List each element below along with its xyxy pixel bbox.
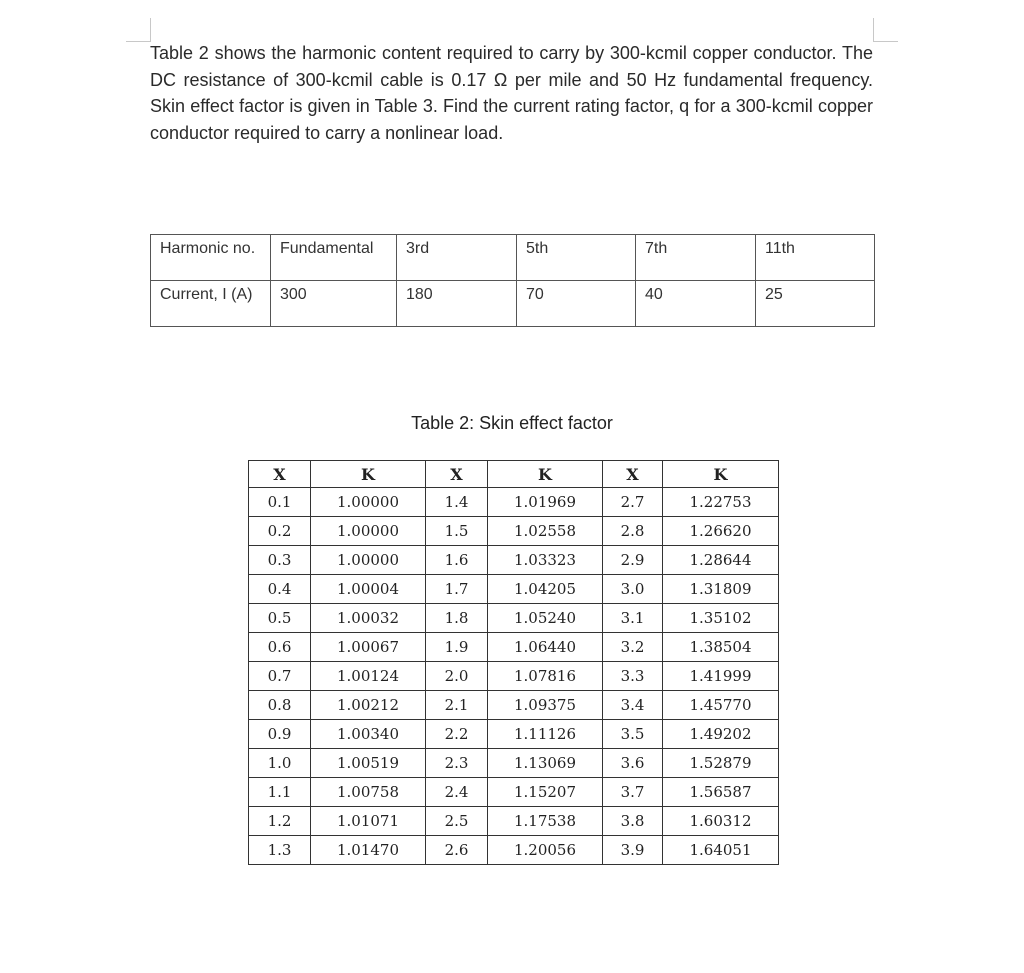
harmonic-cell: 70: [517, 281, 636, 327]
table-row: [249, 575, 779, 604]
k-value-cell: 1.26620: [663, 517, 779, 546]
k-value-cell: 1.00519: [311, 749, 426, 778]
x-value-cell: 0.9: [249, 720, 311, 749]
harmonic-cell: 11th: [756, 235, 875, 281]
x-value-cell: 3.5: [603, 720, 663, 749]
column-header: X: [603, 461, 663, 488]
x-value-cell: 2.0: [426, 662, 488, 691]
x-value-cell: 3.2: [603, 633, 663, 662]
k-value-cell: 1.00758: [311, 778, 426, 807]
table-row: [249, 720, 779, 749]
k-value-cell: 1.00004: [311, 575, 426, 604]
k-value-cell: 1.17538: [488, 807, 603, 836]
k-value-cell: 1.00340: [311, 720, 426, 749]
table-row: [249, 778, 779, 807]
x-value-cell: 3.9: [603, 836, 663, 865]
k-value-cell: 1.09375: [488, 691, 603, 720]
harmonic-number-row: [151, 235, 875, 281]
x-value-cell: 2.6: [426, 836, 488, 865]
crop-mark-top-left-horizontal: [126, 41, 151, 42]
harmonic-content-table: [150, 234, 875, 327]
x-value-cell: 2.7: [603, 488, 663, 517]
k-value-cell: 1.20056: [488, 836, 603, 865]
x-value-cell: 1.2: [249, 807, 311, 836]
skin-effect-caption: Table 2: Skin effect factor: [411, 413, 613, 433]
k-value-cell: 1.45770: [663, 691, 779, 720]
x-value-cell: 0.4: [249, 575, 311, 604]
k-value-cell: 1.15207: [488, 778, 603, 807]
k-value-cell: 1.00032: [311, 604, 426, 633]
harmonic-cell: 25: [756, 281, 875, 327]
k-value-cell: 1.00067: [311, 633, 426, 662]
harmonic-cell: 5th: [517, 235, 636, 281]
column-header: X: [249, 461, 311, 488]
x-value-cell: 1.3: [249, 836, 311, 865]
skin-header-row: [249, 461, 779, 488]
harmonic-cell: 7th: [636, 235, 756, 281]
k-value-cell: 1.31809: [663, 575, 779, 604]
problem-statement: Table 2 shows the harmonic content required to carry by 300-kcmil copper conductor. The DC resistance of 300-kcmil cable is 0.17 Ω per mile and 50 Hz fundamental frequency. Skin effect factor is given in Table 3. Find the current rating factor, q for a 300-kcmil copper conductor required to carry a nonlinear load.: [150, 43, 873, 143]
k-value-cell: 1.00212: [311, 691, 426, 720]
k-value-cell: 1.41999: [663, 662, 779, 691]
k-value-cell: 1.04205: [488, 575, 603, 604]
x-value-cell: 1.9: [426, 633, 488, 662]
k-value-cell: 1.52879: [663, 749, 779, 778]
x-value-cell: 1.0: [249, 749, 311, 778]
column-header: X: [426, 461, 488, 488]
column-header: K: [488, 461, 603, 488]
crop-mark-top-left-vertical: [150, 18, 151, 42]
x-value-cell: 2.1: [426, 691, 488, 720]
crop-mark-top-right-vertical: [873, 18, 874, 42]
x-value-cell: 3.4: [603, 691, 663, 720]
x-value-cell: 2.9: [603, 546, 663, 575]
k-value-cell: 1.01071: [311, 807, 426, 836]
k-value-cell: 1.01470: [311, 836, 426, 865]
table-row: [249, 836, 779, 865]
harmonic-cell: Harmonic no.: [151, 235, 271, 281]
x-value-cell: 1.8: [426, 604, 488, 633]
harmonic-cell: 300: [271, 281, 397, 327]
harmonic-current-row: [151, 281, 875, 327]
harmonic-cell: 180: [397, 281, 517, 327]
x-value-cell: 1.5: [426, 517, 488, 546]
k-value-cell: 1.60312: [663, 807, 779, 836]
x-value-cell: 0.5: [249, 604, 311, 633]
x-value-cell: 3.3: [603, 662, 663, 691]
x-value-cell: 2.3: [426, 749, 488, 778]
skin-table-body: [249, 488, 779, 865]
k-value-cell: 1.03323: [488, 546, 603, 575]
x-value-cell: 0.2: [249, 517, 311, 546]
k-value-cell: 1.22753: [663, 488, 779, 517]
harmonic-cell: 40: [636, 281, 756, 327]
k-value-cell: 1.06440: [488, 633, 603, 662]
x-value-cell: 2.2: [426, 720, 488, 749]
x-value-cell: 3.1: [603, 604, 663, 633]
x-value-cell: 0.8: [249, 691, 311, 720]
k-value-cell: 1.38504: [663, 633, 779, 662]
x-value-cell: 0.3: [249, 546, 311, 575]
x-value-cell: 3.6: [603, 749, 663, 778]
k-value-cell: 1.00124: [311, 662, 426, 691]
harmonic-cell: 3rd: [397, 235, 517, 281]
x-value-cell: 2.5: [426, 807, 488, 836]
k-value-cell: 1.00000: [311, 546, 426, 575]
k-value-cell: 1.07816: [488, 662, 603, 691]
column-header: K: [663, 461, 779, 488]
table-row: [249, 604, 779, 633]
table-row: [249, 517, 779, 546]
x-value-cell: 1.6: [426, 546, 488, 575]
table-row: [249, 546, 779, 575]
skin-effect-table: [248, 460, 779, 865]
table-row: [249, 749, 779, 778]
x-value-cell: 3.8: [603, 807, 663, 836]
harmonic-cell: Current, I (A): [151, 281, 271, 327]
x-value-cell: 2.8: [603, 517, 663, 546]
k-value-cell: 1.01969: [488, 488, 603, 517]
x-value-cell: 3.7: [603, 778, 663, 807]
table-row: [249, 662, 779, 691]
table-row: [249, 807, 779, 836]
k-value-cell: 1.56587: [663, 778, 779, 807]
table-row: [249, 633, 779, 662]
k-value-cell: 1.02558: [488, 517, 603, 546]
table-row: [249, 488, 779, 517]
column-header: K: [311, 461, 426, 488]
crop-mark-top-right-horizontal: [873, 41, 898, 42]
k-value-cell: 1.35102: [663, 604, 779, 633]
x-value-cell: 0.7: [249, 662, 311, 691]
x-value-cell: 0.1: [249, 488, 311, 517]
k-value-cell: 1.11126: [488, 720, 603, 749]
x-value-cell: 2.4: [426, 778, 488, 807]
table-row: [249, 691, 779, 720]
x-value-cell: 1.4: [426, 488, 488, 517]
k-value-cell: 1.00000: [311, 488, 426, 517]
k-value-cell: 1.05240: [488, 604, 603, 633]
k-value-cell: 1.28644: [663, 546, 779, 575]
x-value-cell: 1.7: [426, 575, 488, 604]
k-value-cell: 1.13069: [488, 749, 603, 778]
x-value-cell: 0.6: [249, 633, 311, 662]
x-value-cell: 3.0: [603, 575, 663, 604]
k-value-cell: 1.64051: [663, 836, 779, 865]
harmonic-cell: Fundamental: [271, 235, 397, 281]
k-value-cell: 1.00000: [311, 517, 426, 546]
k-value-cell: 1.49202: [663, 720, 779, 749]
x-value-cell: 1.1: [249, 778, 311, 807]
